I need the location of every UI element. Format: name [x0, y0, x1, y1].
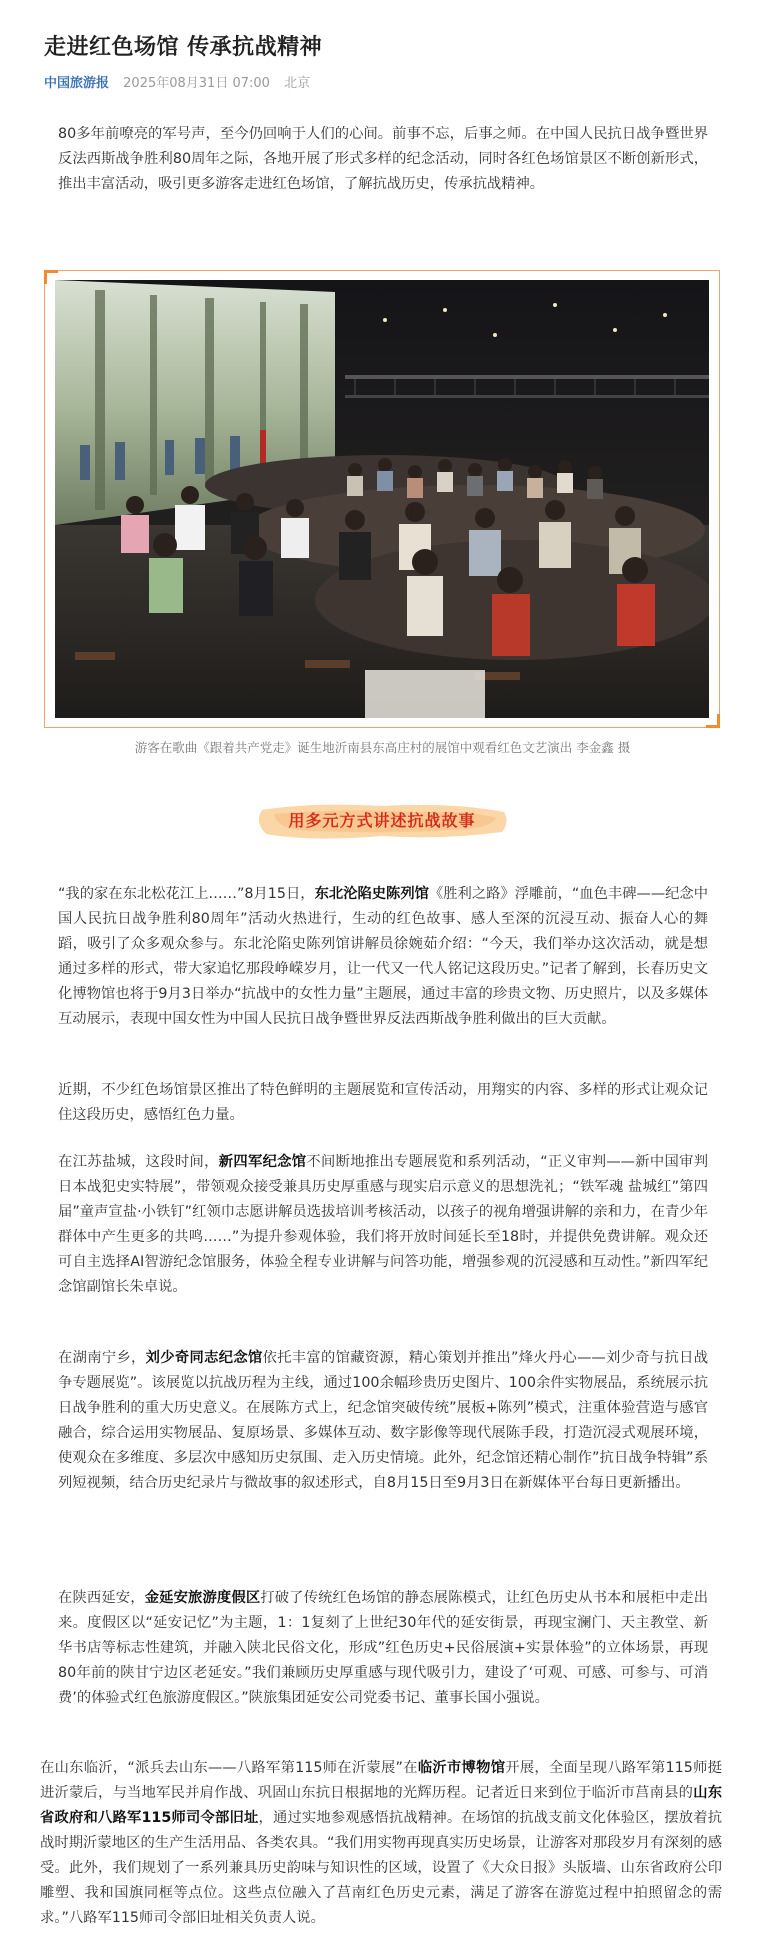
photo-caption: 游客在歌曲《跟着共产党走》诞生地沂南县东高庄村的展馆中观看红色文艺演出 李金鑫 摄 — [134, 740, 631, 755]
body-paragraph: 在陕西延安，金延安旅游度假区打破了传统红色场馆的静态展陈模式，让红色历史从书本和展柜中走出来。度假区以“延安记忆”为主题，1：1复刻了上世纪30年代的延安街景，再现宝澜门、天主教堂、新华书店等标志性建筑，并融入陕北民俗文化，形成”红色历史+民俗展演+实景体验”的立体场景，再现80年前的陕甘宁边区老延安。”我们兼顾历史厚重感与现代吸引力，建设了‘可观、可感、可参与、可消费’的体验式红色旅游度假区。”陕旅集团延安公司党委书记、董事长国小强说。 — [58, 1590, 709, 1706]
venue-name: 山东省政府和八路军115师司令部旧址 — [40, 1785, 722, 1826]
body-paragraph: “我的家在东北松花江上……”8月15日，东北沦陷史陈列馆《胜利之路》浮雕前，“血色丰碑——纪念中国人民抗日战争胜利80周年”活动火热进行，生动的红色故事、感人至深的沉浸互动、振奋人心的舞蹈，吸引了众多观众参与。东北沦陷史陈列馆讲解员徐婉茹介绍：“今天，我们举办这次活动，就是想通过多样的形式，带大家追忆那段峥嵘岁月，让一代又一代人铭记这段历史。”记者了解到，长春历史文化博物馆也将于9月3日举办“抗战中的女性力量”主题展，通过丰富的珍贵文物、历史照片，以及多媒体互动展示，表现中国女性为中国人民抗日战争暨世界反法西斯战争胜利做出的巨大贡献。 — [58, 886, 709, 1027]
section-heading: 用多元方式讲述抗战故事 — [288, 811, 476, 830]
section-heading-banner — [252, 800, 512, 844]
venue-name: 临沂市博物馆 — [417, 1760, 506, 1776]
article-meta — [44, 72, 310, 91]
venue-name: 金延安旅游度假区 — [144, 1590, 261, 1606]
body-paragraph: 在湖南宁乡，刘少奇同志纪念馆依托丰富的馆藏资源，精心策划并推出”烽火丹心——刘少奇与抗日战争专题展览”。该展览以抗战历程为主线，通过100余幅珍贵历史图片、100余件实物展品，系统展示抗日战争胜利的重大历史意义。在展陈方式上，纪念馆突破传统”展板+陈列”模式，注重体验营造与感官融合，综合运用实物展品、复原场景、多媒体互动、数字影像等现代展陈手段，打造沉浸式观展环境，使观众在多维度、多层次中感知历史氛围、走入历史情境。此外，纪念馆还精心制作”抗日战争特辑”系列短视频，结合历史纪录片与微故事的叙述形式，自8月15日至9月3日在新媒体平台每日更新播出。 — [58, 1350, 709, 1491]
article-photo — [55, 280, 709, 718]
source-link[interactable]: 中国旅游报 — [44, 76, 110, 91]
venue-name: 东北沦陷史陈列馆 — [314, 886, 429, 902]
body-paragraph: 在山东临沂，“派兵去山东——八路军第115师在沂蒙展”在临沂市博物馆开展，全面呈现八路军第115师挺进沂蒙后，与当地军民并肩作战、巩固山东抗日根据地的光辉历程。记者近日来到位于临沂市莒南县的山东省政府和八路军115师司令部旧址，通过实地参观感悟抗战精神。在场馆的抗战支前文化体验区，摆放着抗战时期沂蒙地区的生产生活用品、各类农具。“我们用实物再现真实历史场景，让游客对那段岁月有深刻的感受。此外，我们规划了一系列兼具历史韵味与知识性的区域，设置了《大众日报》头版墙、山东省政府公印雕塑、我和国旗同框等点位。这些点位融入了莒南红色历史元素，满足了游客在游览过程中拍照留念的需求。”八路军115师司令部旧址相关负责人说。 — [40, 1760, 723, 1926]
intro-paragraph: 80多年前嘹亮的军号声，至今仍回响于人们的心间。前事不忘，后事之师。在中国人民抗日战争暨世界反法西斯战争胜利80周年之际，各地开展了形式多样的纪念活动，同时各红色场馆景区不断创新形式，推出丰富活动，吸引更多游客走进红色场馆，了解抗战历史，传承抗战精神。 — [58, 126, 708, 192]
body-paragraph: 在江苏盐城，这段时间，新四军纪念馆不间断地推出专题展览和系列活动，“正义审判——新中国审判日本战犯史实特展”，带领观众接受兼具历史厚重感与现实启示意义的思想洗礼；“铁军魂 盐城红”第四届”童声宣盐·小铁钉”红领巾志愿讲解员选拔培训考核活动，以孩子的视角增强讲解的亲和力，在青少年群体中产生更多的共鸣……”为提升参观体验，我们将开放时间延长至18时，并提供免费讲解。观众还可自主选择AI智游纪念馆服务，体验全程专业讲解与问答功能，增强参观的沉浸感和互动性。”新四军纪念馆副馆长朱卓说。 — [58, 1154, 709, 1295]
article-title: 走进红色场馆 传承抗战精神 — [44, 35, 323, 60]
venue-name: 刘少奇同志纪念馆 — [145, 1350, 263, 1366]
venue-name: 新四军纪念馆 — [218, 1154, 307, 1170]
publish-location: 北京 — [284, 76, 311, 91]
photo-illustration — [55, 280, 709, 718]
body-paragraph: 近期，不少红色场馆景区推出了特色鲜明的主题展览和宣传活动，用翔实的内容、多样的形式让观众记住这段历史，感悟红色力量。 — [58, 1082, 708, 1123]
publish-datetime: 2025年08月31日 07:00 — [123, 76, 270, 91]
